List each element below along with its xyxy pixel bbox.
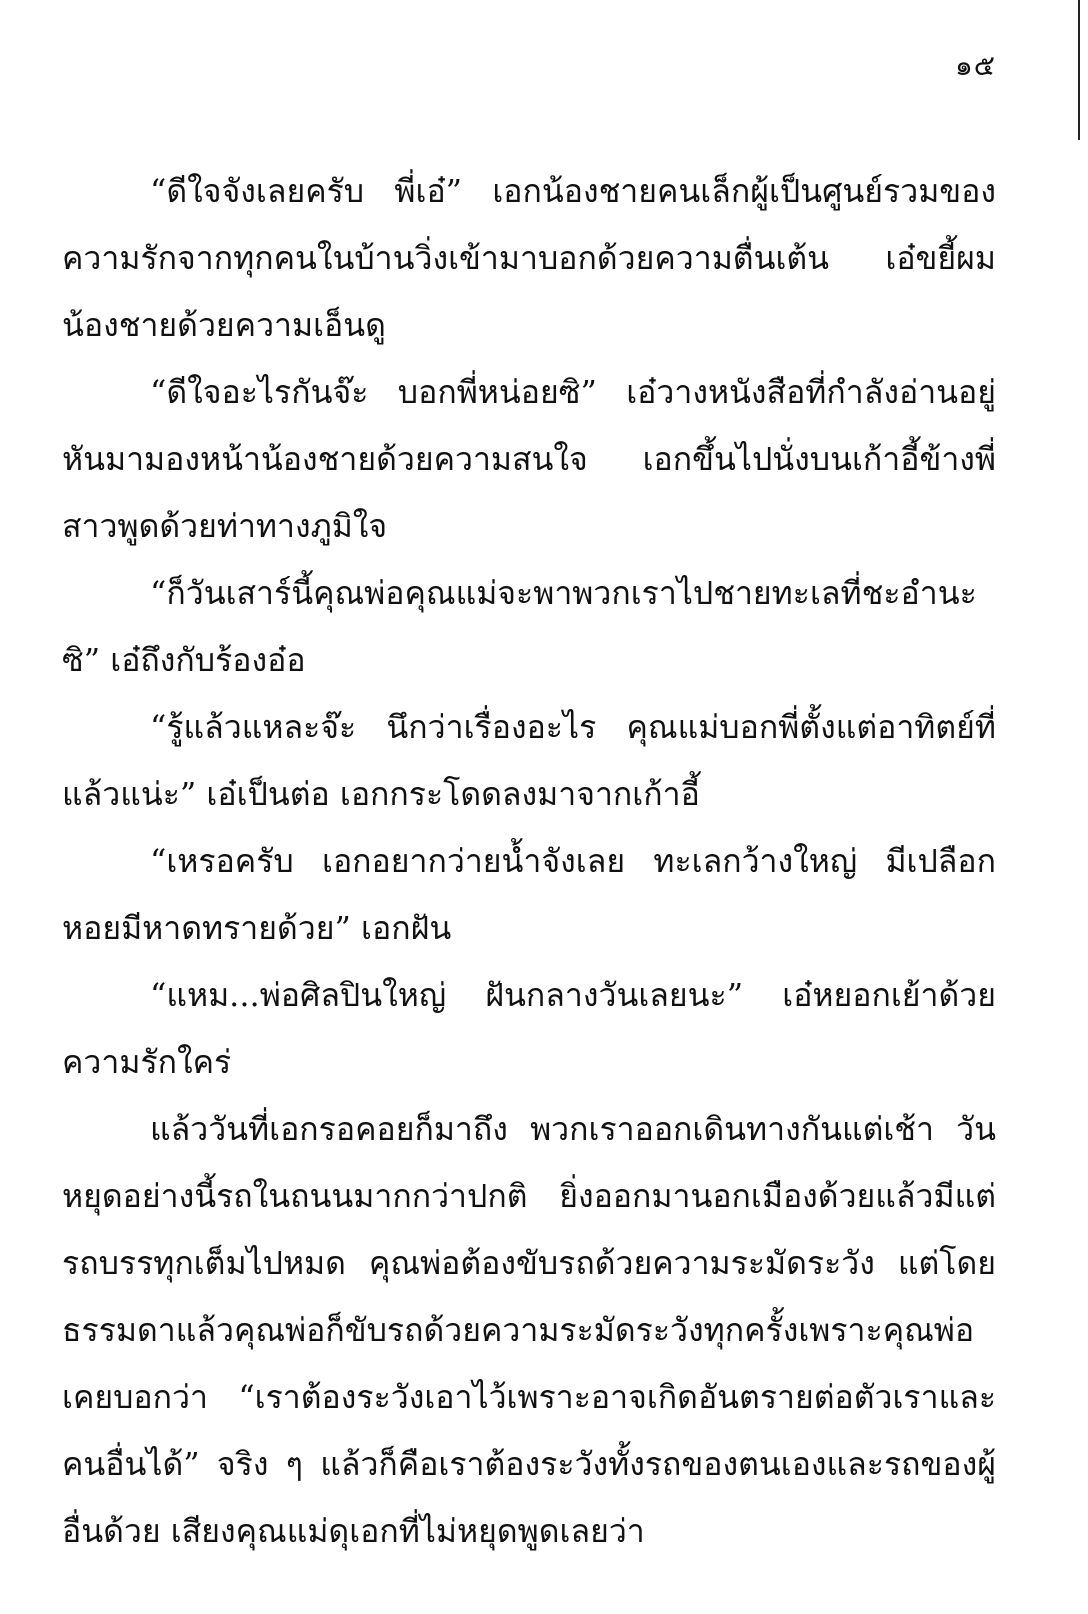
paragraph-1: “ดีใจจังเลยครับ พี่เอ๋” เอกน้องชายคนเล็กผู้เป็นศูนย์รวมของความรักจากทุกคนในบ้านวิ่งเข้ามาบอกด้วยความตื่นเต้น เอ๋ขยี้ผมน้องชายด้วยความเอ็นดู: [62, 172, 996, 344]
paragraph-7: แล้ววันที่เอกรอคอยก็มาถึง พวกเราออกเดินทางกันแต่เช้า วันหยุดอย่างนี้รถในถนนมากกว่าปกติ ยิ่งออกมานอกเมืองด้วยแล้วมีแต่รถบรรทุกเต็มไปหมด คุณพ่อต้องขับรถด้วยความระมัดระวัง แต่โดยธรรมดาแล้วคุณพ่อก็ขับรถด้วยความระมัดระวังทุกครั้งเพราะคุณพ่อเคยบอกว่า “เราต้องระวังเอาไว้เพราะอาจเกิดอันตรายต่อตัวเราและคนอื่นได้” จริง ๆ แล้วก็คือเราต้องระวังทั้งรถของตนเองและรถของผู้อื่นด้วย เสียงคุณแม่ดุเอกที่ไม่หยุดพูดเลยว่า: [62, 1110, 996, 1550]
page-edge-line: [1078, 0, 1080, 140]
paragraph-2: “ดีใจอะไรกันจ๊ะ บอกพี่หน่อยซิ” เอ๋วางหนังสือที่กำลังอ่านอยู่หันมามองหน้าน้องชายด้วยความสนใจ เอกขึ้นไปนั่งบนเก้าอี้ข้างพี่สาวพูดด้วยท่าทางภูมิใจ: [62, 373, 996, 545]
paragraph-4: “รู้แล้วแหละจ๊ะ นึกว่าเรื่องอะไร คุณแม่บอกพี่ตั้งแต่อาทิตย์ที่แล้วแน่ะ” เอ๋เป็นต่อ เอกกระโดดลงมาจากเก้าอี้: [62, 708, 996, 813]
paragraph-5: “เหรอครับ เอกอยากว่ายน้ำจังเลย ทะเลกว้างใหญ่ มีเปลือกหอยมีหาดทรายด้วย” เอกฝัน: [62, 842, 996, 947]
page-number: ๑๕: [955, 49, 996, 82]
paragraph-3: “ก็วันเสาร์นี้คุณพ่อคุณแม่จะพาพวกเราไปชายทะเลที่ชะอำนะซิ” เอ๋ถึงกับร้องอ๋อ: [62, 574, 977, 679]
paragraph-6: “แหม...พ่อศิลปินใหญ่ ฝันกลางวันเลยนะ” เอ๋หยอกเย้าด้วยความรักใคร่: [62, 976, 996, 1081]
body-text: [62, 158, 996, 1565]
